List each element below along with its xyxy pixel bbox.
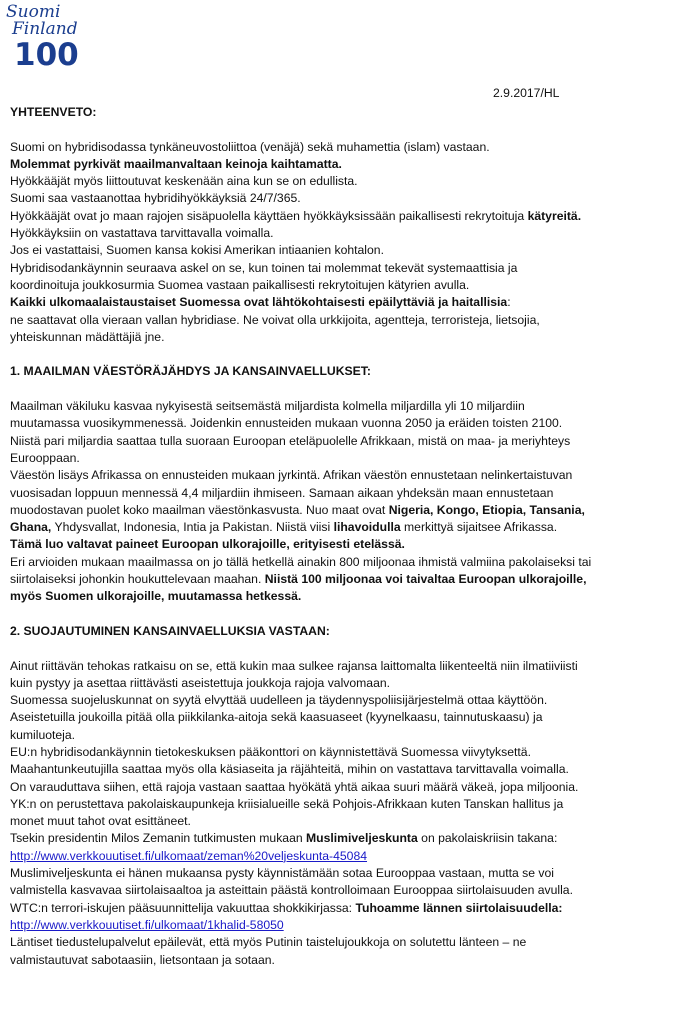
khalid-article-link[interactable]: http://www.verkkouutiset.fi/ulkomaat/1khalid-58050 [10, 917, 284, 932]
section1-line: vuosisadan loppuun mennessä 4,4 miljardiin ihmiseen. Samaan aikaan yhdeksän maan ennustetaan [10, 485, 554, 500]
section1-line: Maailman väkiluku kasvaa nykyisestä seitsemästä miljardista kolmella miljardilla yli 10 miljardiin [10, 399, 525, 414]
summary-line: Suomi on hybridisodassa tynkäneuvostoliittoa (venäjä) sekä muhamettia (islam) vastaan. [10, 139, 490, 154]
section1-line: Tämä luo valtavat paineet Euroopan ulkorajoille, erityisesti etelässä. [10, 537, 405, 552]
section1-line: myös Suomen ulkorajoille, muutamassa hetkessä. [10, 589, 302, 604]
section1-text: siirtolaiseksi johonkin houkuttelevaan maahan. [10, 572, 265, 587]
document-date: 2.9.2017/HL [493, 86, 560, 100]
section2-text: on pakolaiskriisin takana: [417, 831, 558, 846]
section1-line [10, 502, 682, 519]
section2-line [10, 830, 682, 847]
section2-line: Suomessa suojeluskunnat on syytä elvyttää uudelleen ja täydennyspoliisijärjestelmä ottaa käyttöön. [10, 693, 548, 708]
summary-line: Hyökkääjät myös liittoutuvat keskenään aina kun se on edullista. [10, 174, 358, 189]
logo-graphic [4, 2, 90, 68]
section2-line [10, 900, 682, 917]
summary-line: yhteiskunnan mädättäjiä jne. [10, 329, 165, 344]
summary-line: Suomi saa vastaanottaa hybridihyökkäyksiä 24/7/365. [10, 191, 301, 206]
section1-line [10, 571, 682, 588]
section1-heading: 1. MAAILMAN VÄESTÖRÄJÄHDYS JA KANSAINVAELLUKSET: [10, 364, 371, 379]
suomi-finland-100-logo [4, 2, 90, 68]
summary-title: YHTEENVETO: [10, 105, 97, 119]
summary-text: : [507, 295, 511, 310]
section2-line: kuin pystyy ja asettaa riittävästi aseistettuja joukkoja rajoja valvomaan. [10, 675, 391, 690]
summary-text: Hyökkääjät ovat jo maan rajojen sisäpuolella käyttäen hyökkäyksissään paikallisesti rekrytoituja [10, 208, 528, 223]
section1-text: Yhdysvallat, Indonesia, Intia ja Pakistan. Niistä viisi [51, 520, 334, 535]
section2-line: EU:n hybridisodankäynnin tietokeskuksen pääkonttori on käynnistettävä Suomessa viivytyksettä. [10, 744, 531, 759]
section2-line: Muslimiveljeskunta ei hänen mukaansa pysty käynnistämään sotaa Eurooppaa vastaan, mutta se voi [10, 866, 554, 881]
section2-bold: Muslimiveljeskunta [306, 831, 418, 846]
section2-text: WTC:n terrori-iskujen pääsuunnittelija vakuuttaa shokkikirjassa: [10, 900, 356, 915]
section1-bold: Nigeria, Kongo, Etiopia, Tansania, [388, 502, 585, 517]
section2-heading: 2. SUOJAUTUMINEN KANSAINVAELLUKSIA VASTAAN: [10, 623, 330, 638]
section1-text: muodostavan puolet koko maailman väestönkasvusta. Nuo maat ovat [10, 502, 389, 517]
summary-bold: Kaikki ulkomaalaistaustaiset Suomessa ovat lähtökohtaisesti epäilyttäviä ja haitallisia [10, 295, 508, 310]
logo-line2: Finland [12, 19, 78, 39]
logo-line1: Suomi [6, 2, 61, 22]
document-body [10, 104, 682, 969]
section1-line: Eurooppaan. [10, 450, 80, 465]
summary-line: Hybridisodankäynnin seuraava askel on se, kun toinen tai molemmat tekevät systemaattisia ja [10, 260, 518, 275]
summary-line [10, 208, 682, 225]
section1-line: muutamassa vuosikymmenessä. Joidenkin ennusteiden mukaan vuonna 2050 ja eräiden toisten 2100. [10, 416, 563, 431]
section2-line: Läntiset tiedustelupalvelut epäilevät, että myös Putinin taistelujoukkoja on solutettu länteen – ne [10, 935, 527, 950]
section2-bold: Tuhoamme lännen siirtolaisuudella: [355, 900, 563, 915]
section2-text: Tsekin presidentin Milos Zemanin tutkimusten mukaan [10, 831, 307, 846]
section1-bold: Niistä 100 miljoonaa voi taivaltaa Euroopan ulkorajoille, [264, 572, 587, 587]
section2-line: monet muut tahot ovat esittäneet. [10, 814, 191, 829]
summary-bold: kätyreitä. [527, 208, 582, 223]
section1-line: Väestön lisäys Afrikassa on ennusteiden mukaan jyrkintä. Afrikan väestön ennustetaan nelinkertaistuvan [10, 468, 573, 483]
summary-line: Hyökkäyksiin on vastattava tarvittavalla voimalla. [10, 226, 274, 241]
summary-line: ne saattavat olla vieraan vallan hybridiase. Ne voivat olla urkkijoita, agentteja, terroristeja, lietsojia, [10, 312, 540, 327]
section1-line: Eri arvioiden mukaan maailmassa on jo tällä hetkellä ainakin 800 miljoonaa ihmistä valmiina pakolaiseksi tai [10, 554, 592, 569]
zeman-article-link[interactable]: http://www.verkkouutiset.fi/ulkomaat/zeman%20veljeskunta-45084 [10, 848, 368, 863]
section1-bold: Ghana, [10, 520, 52, 535]
section2-line: valmistautuvat sabotaasiin, lietsontaan ja sotaan. [10, 952, 275, 967]
section2-line: valmistella kasvavaa siirtolaisaaltoa ja asteittain päästä kontrolloimaan Eurooppaa siirtolaisuuden avulla. [10, 883, 573, 898]
summary-line: koordinoituja joukkosurmia Suomea vastaan paikallisesti rekrytoitujen kätyrien avulla. [10, 277, 470, 292]
section2-line: Maahantunkeutujilla saattaa myös olla käsiaseita ja räjähteitä, mihin on vastattava tarvittavalla voimalla. [10, 762, 569, 777]
section2-line: Ainut riittävän tehokas ratkaisu on se, että kukin maa sulkee rajansa laittomalta liikenteeltä niin ilmatiiviisti [10, 658, 578, 673]
section1-line [10, 519, 682, 536]
section1-line: Niistä pari miljardia saattaa tulla suoraan Euroopan eteläpuolelle Afrikkaan, mistä on maa- ja meriyhteys [10, 433, 571, 448]
section1-bold: lihavoidulla [333, 520, 401, 535]
section2-line: On varauduttava siihen, että rajoja vastaan saattaa hyökätä yhtä aikaa suuri määrä väkeä, jopa miljoonia. [10, 779, 579, 794]
section2-line: kumiluoteja. [10, 727, 76, 742]
logo-number: 100 [14, 37, 79, 68]
summary-line: Jos ei vastattaisi, Suomen kansa kokisi Amerikan intiaanien kohtalon. [10, 243, 384, 258]
section2-line: YK:n on perustettava pakolaiskaupunkeja kriisialueille sekä Pohjois-Afrikkaan kuten Tanskan hallitus ja [10, 796, 564, 811]
summary-line: Molemmat pyrkivät maailmanvaltaan keinoja kaihtamatta. [10, 156, 342, 171]
section1-text: merkittyä sijaitsee Afrikassa. [400, 520, 558, 535]
summary-line [10, 294, 682, 311]
section2-line: Aseistetuilla joukoilla pitää olla piikkilanka-aitoja sekä kaasuaseet (kyynelkaasu, tainnutuskaasu) ja [10, 710, 543, 725]
